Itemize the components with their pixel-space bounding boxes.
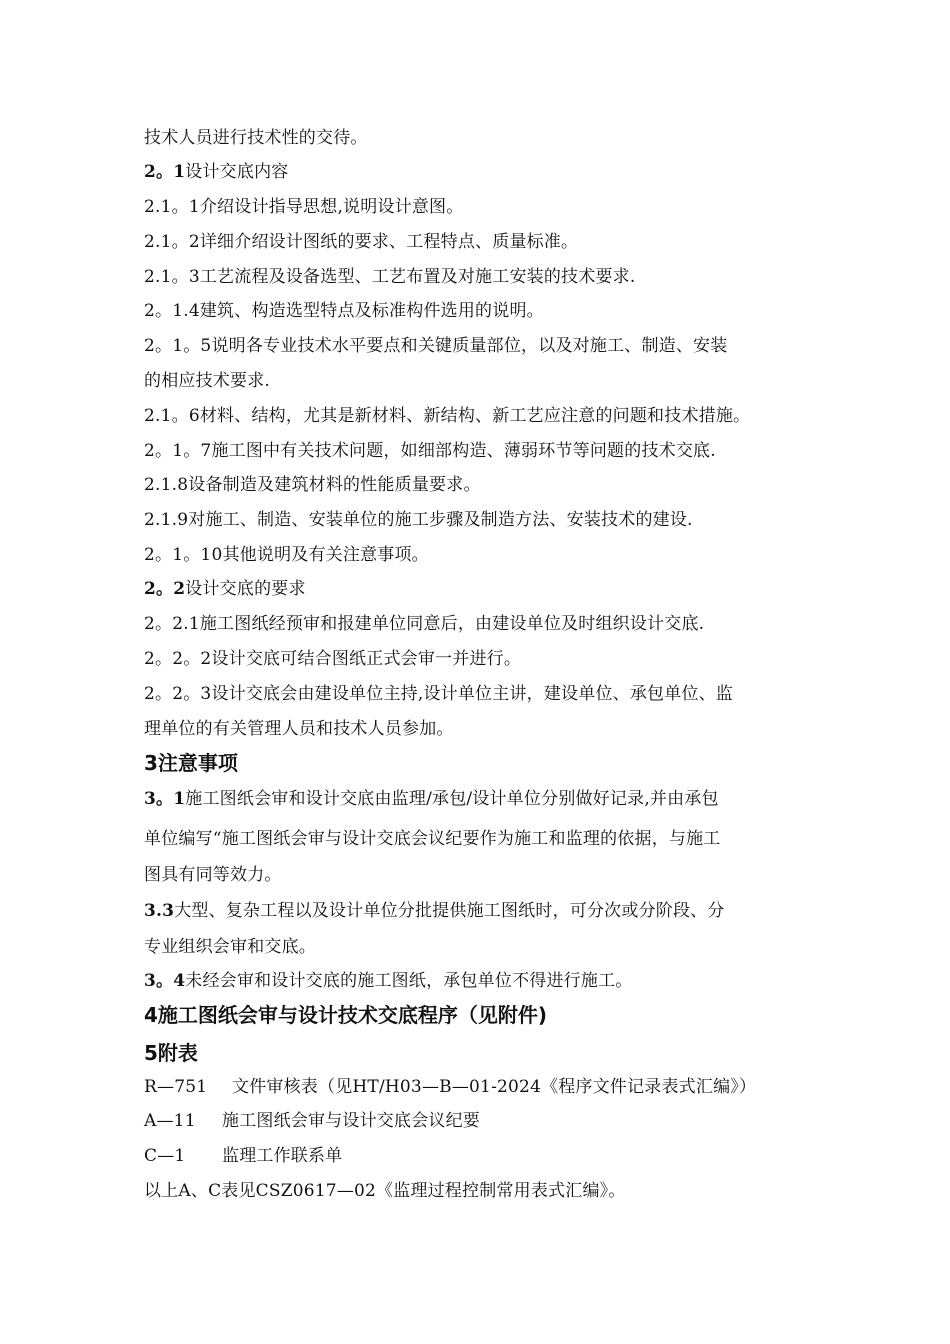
form-title: 监理工作联系单: [222, 1146, 343, 1166]
list-item: 2。1。10其他说明及有关注意事项。: [144, 545, 429, 565]
form-code: R—751: [144, 1077, 208, 1097]
section-heading-4: 4施工图纸会审与设计技术交底程序（见附件): [144, 1003, 548, 1027]
item-number: 3。4: [144, 971, 186, 991]
appendix-row: [144, 1110, 480, 1132]
list-item: 2.1。6材料、结构，尤其是新材料、新结构、新工艺应注意的问题和技术措施。: [144, 406, 751, 426]
item-text: 未经会审和设计交底的施工图纸，承包单位不得进行施工。: [185, 971, 633, 991]
appendix-row: [144, 1076, 756, 1098]
paragraph-line: 以上A、C表见CSZ0617—02《监理过程控制常用表式汇编》。: [144, 1181, 626, 1201]
list-item: 2.1.9对施工、制造、安装单位的施工步骤及制造方法、安装技术的建设.: [144, 510, 693, 530]
list-item: 2。1.4建筑、构造选型特点及标准构件选用的说明。: [144, 301, 544, 321]
section-number: 2。2: [144, 579, 186, 599]
section-heading-3: 3注意事项: [144, 751, 238, 775]
list-item: 2。2。2设计交底可结合图纸正式会审一并进行。: [144, 649, 522, 669]
item-number: 3.3: [144, 901, 175, 921]
section-heading-2-2: [144, 578, 306, 600]
list-item-continued: 图具有同等效力。: [144, 865, 282, 885]
list-item: [144, 900, 725, 922]
list-item: 2.1.8设备制造及建筑材料的性能质量要求。: [144, 475, 481, 495]
list-item: [144, 788, 719, 810]
list-item: 2。2。3设计交底会由建设单位主持,设计单位主讲，建设单位、承包单位、监: [144, 684, 734, 704]
section-heading-5: 5附表: [144, 1041, 198, 1065]
list-item: 2。2.1施工图纸经预审和报建单位同意后，由建设单位及时组织设计交底.: [144, 614, 705, 634]
list-item-continued: 的相应技术要求.: [144, 371, 271, 391]
appendix-row: [144, 1145, 342, 1167]
list-item: 2。1。7施工图中有关技术问题，如细部构造、薄弱环节等问题的技术交底.: [144, 441, 716, 461]
list-item: 2.1。1介绍设计指导思想,说明设计意图。: [144, 197, 464, 217]
section-number: 2。1: [144, 162, 186, 182]
list-item: [144, 970, 632, 992]
section-title: 设计交底内容: [185, 162, 289, 182]
list-item-continued: 单位编写“施工图纸会审与设计交底会议纪要作为施工和监理的依据，与施工: [144, 829, 721, 849]
form-code: A—11: [144, 1111, 196, 1131]
item-text: 大型、复杂工程以及设计单位分批提供施工图纸时，可分次或分阶段、分: [174, 901, 725, 921]
list-item-continued: 专业组织会审和交底。: [144, 937, 316, 957]
section-heading-2-1: [144, 161, 288, 183]
paragraph-line: 技术人员进行技术性的交待。: [144, 128, 368, 148]
item-number: 3。1: [144, 789, 186, 809]
list-item: 2.1。2详细介绍设计图纸的要求、工程特点、质量标准。: [144, 232, 579, 252]
section-title: 设计交底的要求: [185, 579, 306, 599]
item-text: 施工图纸会审和设计交底由监理/承包/设计单位分别做好记录,并由承包: [185, 789, 719, 809]
list-item: 2。1。5说明各专业技术水平要点和关键质量部位，以及对施工、制造、安装: [144, 336, 728, 356]
form-title: 文件审核表（见HT/H03—B—01-2024《程序文件记录表式汇编》）: [232, 1077, 757, 1097]
list-item-continued: 理单位的有关管理人员和技术人员参加。: [144, 719, 454, 739]
form-code: C—1: [144, 1146, 186, 1166]
list-item: 2.1。3工艺流程及设备选型、工艺布置及对施工安装的技术要求.: [144, 267, 636, 287]
form-title: 施工图纸会审与设计交底会议纪要: [222, 1111, 480, 1131]
